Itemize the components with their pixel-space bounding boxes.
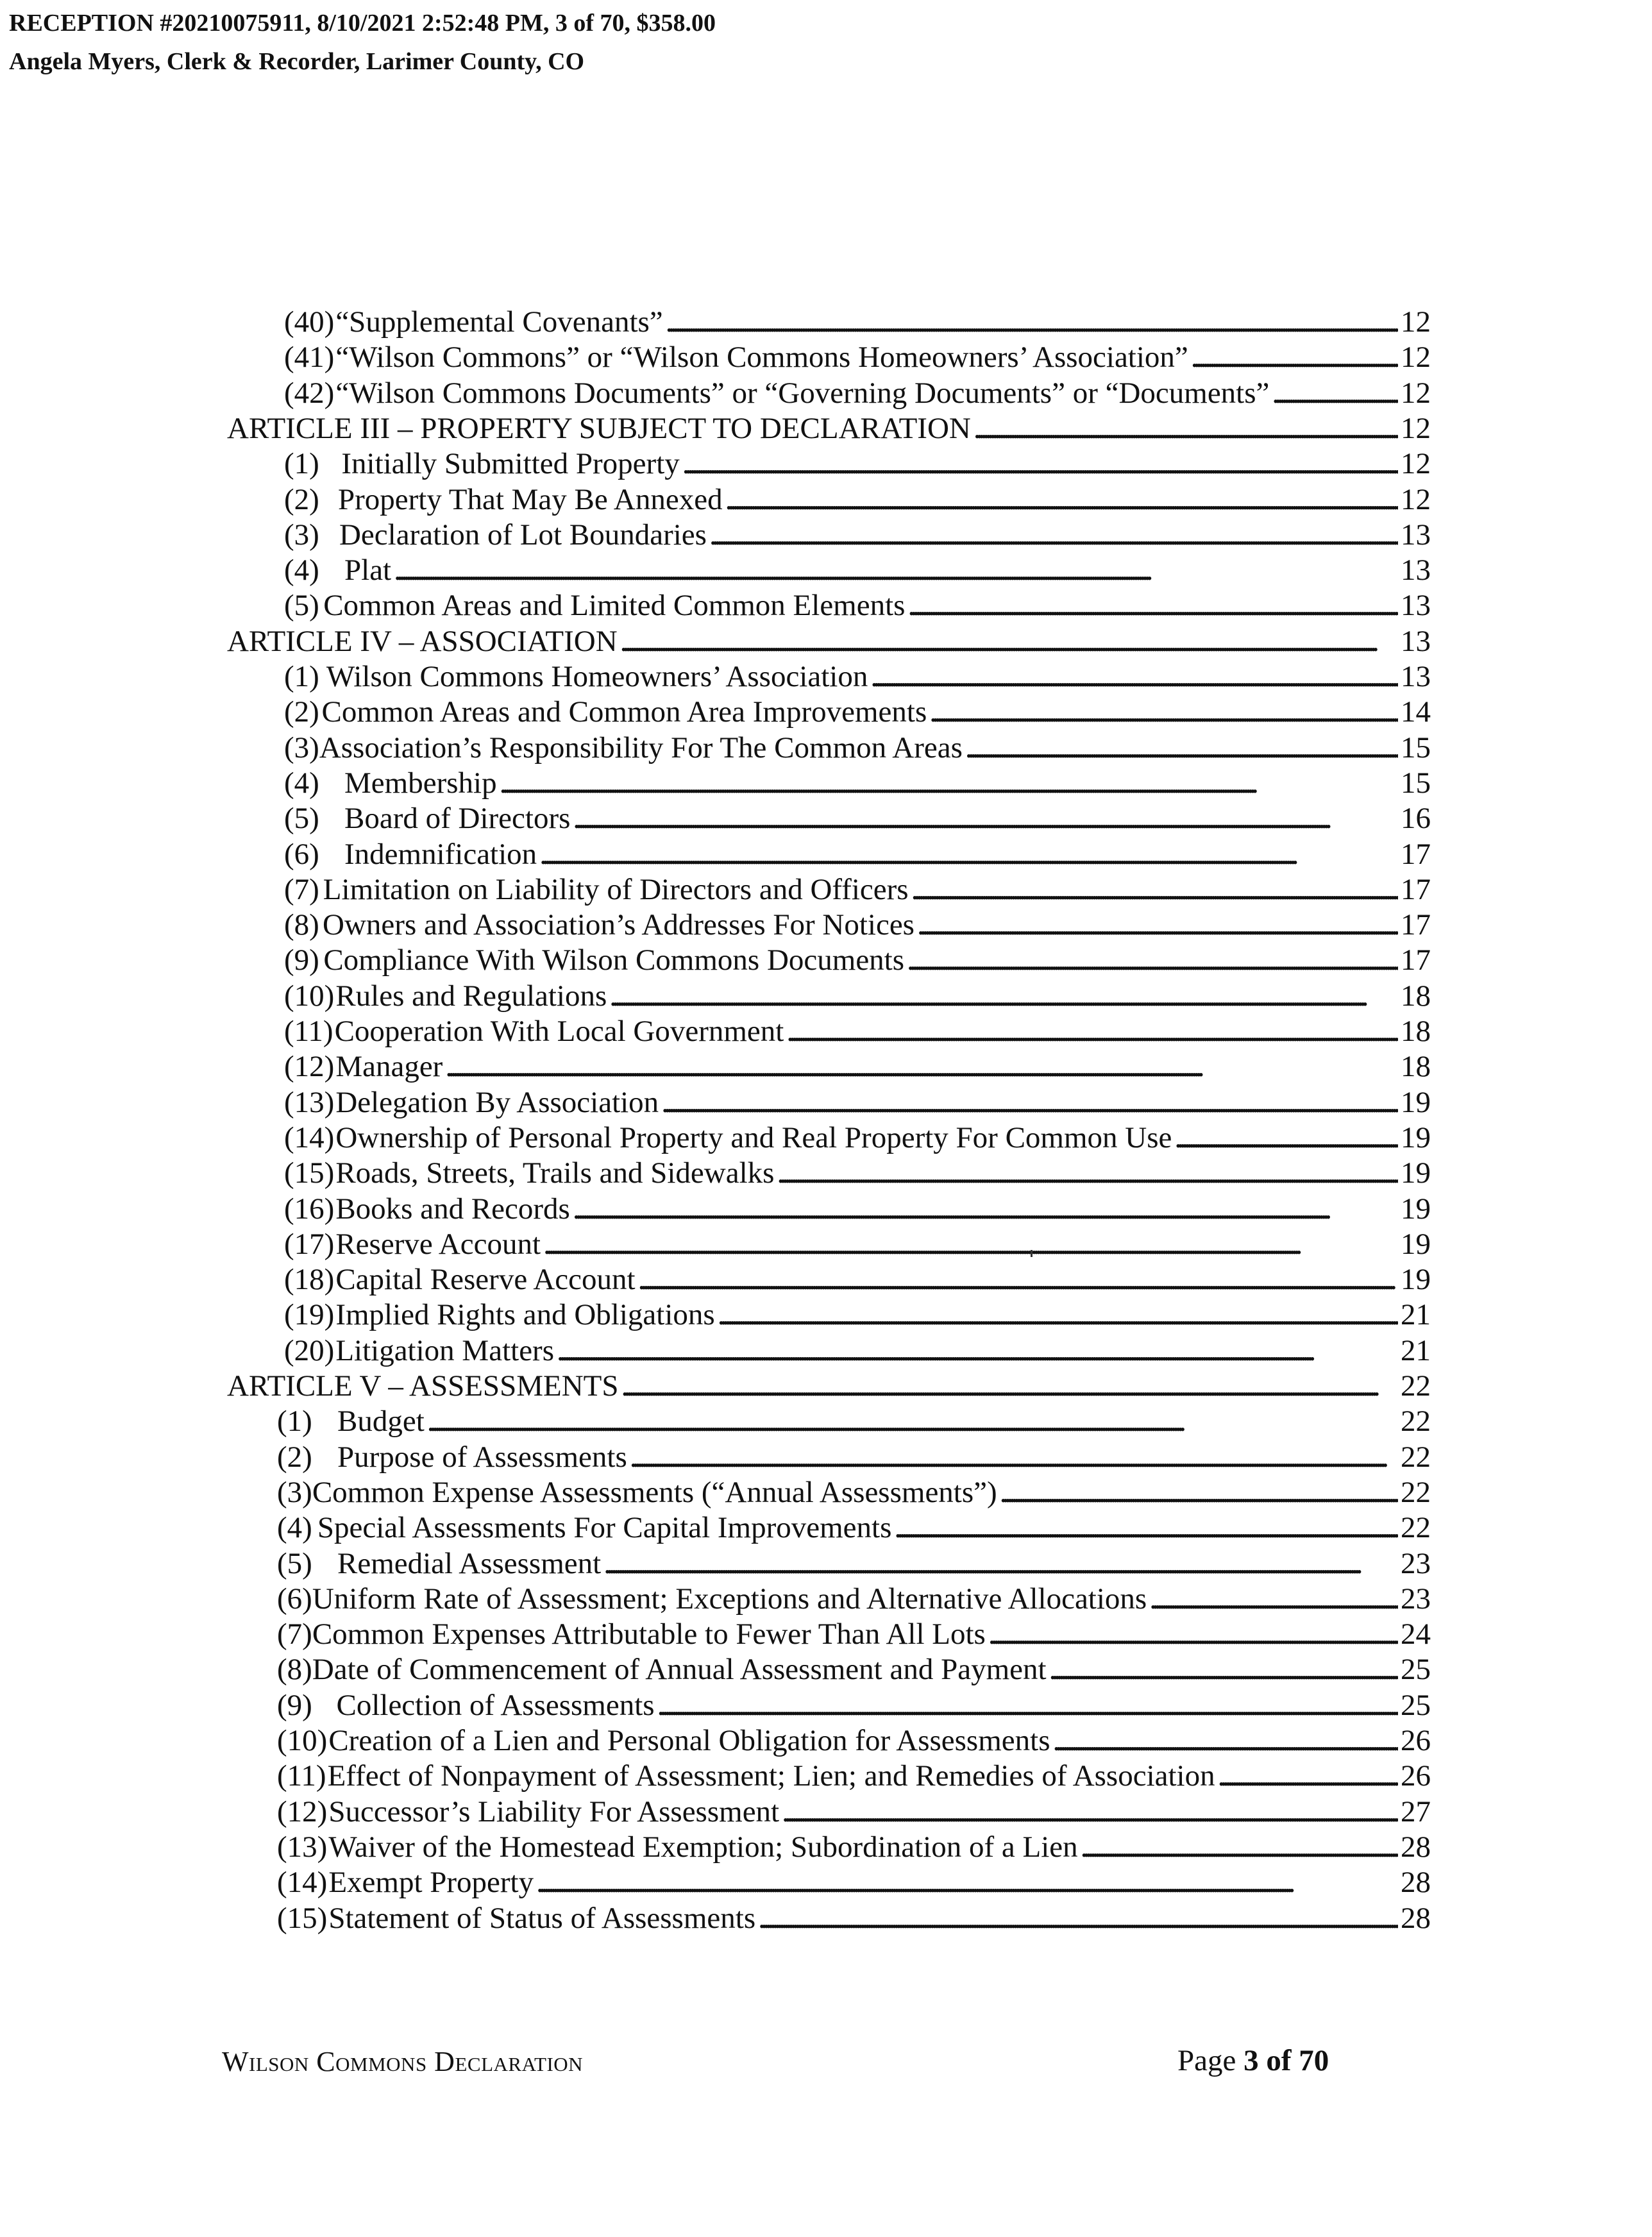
toc-entry-page: 26 xyxy=(1401,1759,1431,1793)
toc-entry-title: Membership xyxy=(344,766,497,800)
toc-entry-number: (7) xyxy=(277,1617,312,1651)
toc-entry-number: (2) xyxy=(284,695,319,729)
toc-entry-number: (13) xyxy=(284,1085,335,1119)
toc-entry-title: ARTICLE III – PROPERTY SUBJECT TO DECLARATION xyxy=(227,411,971,445)
toc-entry-number: (4) xyxy=(284,766,319,800)
recording-stamp xyxy=(9,4,716,81)
toc-entry-title: Implied Rights and Obligations xyxy=(335,1298,715,1332)
page-total: 70 xyxy=(1299,2044,1329,2077)
toc-entry-title: Manager xyxy=(335,1050,443,1084)
toc-entry-title: Books and Records xyxy=(335,1192,570,1226)
toc-entry-page: 22 xyxy=(1401,1475,1431,1509)
toc-entry-page: 25 xyxy=(1401,1653,1431,1687)
dot-leader xyxy=(543,1226,1398,1262)
dot-leader xyxy=(1000,1474,1398,1510)
toc-entry-number: (12) xyxy=(284,1050,335,1084)
dot-leader xyxy=(1149,1581,1398,1617)
toc-entry xyxy=(277,1616,1431,1652)
toc-entry-page: 18 xyxy=(1401,1050,1431,1084)
toc-entry-page: 26 xyxy=(1401,1724,1431,1757)
dot-leader xyxy=(573,800,1398,836)
toc-entry xyxy=(284,304,1431,340)
toc-entry-page: 19 xyxy=(1401,1192,1431,1226)
toc-entry-number: (12) xyxy=(277,1794,328,1828)
toc-entry-number: (11) xyxy=(277,1759,326,1793)
toc-entry-number: (17) xyxy=(284,1227,335,1261)
toc-entry xyxy=(284,730,1431,766)
toc-entry xyxy=(284,1297,1431,1333)
toc-entry xyxy=(277,1546,1431,1582)
toc-entry-title: ARTICLE V – ASSESSMENTS xyxy=(227,1369,619,1403)
toc-entry xyxy=(277,1581,1431,1617)
toc-entry xyxy=(284,659,1431,695)
toc-entry-title: Delegation By Association xyxy=(335,1085,659,1119)
toc-entry xyxy=(277,1687,1431,1723)
toc-entry-page: 19 xyxy=(1401,1085,1431,1119)
toc-entry-number: (14) xyxy=(284,1120,335,1154)
toc-entry-page: 13 xyxy=(1401,518,1431,552)
dot-leader xyxy=(907,587,1398,623)
dot-leader xyxy=(427,1403,1398,1439)
toc-entry-number: (9) xyxy=(284,943,319,977)
toc-entry-page: 14 xyxy=(1401,695,1431,729)
toc-entry xyxy=(277,1510,1431,1546)
toc-entry-page: 12 xyxy=(1401,482,1431,516)
toc-entry xyxy=(284,765,1431,801)
toc-entry-page: 28 xyxy=(1401,1901,1431,1935)
toc-article-heading xyxy=(227,1368,1431,1404)
toc-entry-number: (1) xyxy=(277,1405,312,1439)
toc-entry-page: 28 xyxy=(1401,1830,1431,1864)
toc-entry-page: 19 xyxy=(1401,1120,1431,1154)
toc-entry xyxy=(284,339,1431,375)
toc-entry-number: (15) xyxy=(284,1156,335,1190)
toc-entry-page: 24 xyxy=(1401,1617,1431,1651)
toc-entry-title: Rules and Regulations xyxy=(335,979,607,1013)
toc-entry-title: “Supplemental Covenants” xyxy=(335,305,663,339)
toc-entry-number: (14) xyxy=(277,1866,328,1900)
dot-leader xyxy=(988,1616,1398,1652)
toc-entry xyxy=(277,1758,1431,1794)
dot-leader xyxy=(786,1013,1398,1049)
toc-entry-title: Limitation on Liability of Directors and Officers xyxy=(323,872,909,906)
toc-entry-title: Indemnification xyxy=(344,837,537,871)
toc-entry-number: (19) xyxy=(284,1298,335,1332)
toc-entry-page: 12 xyxy=(1401,341,1431,375)
toc-entry-title: Litigation Matters xyxy=(335,1333,554,1367)
toc-entry-title: Uniform Rate of Assessment; Exceptions and Alternative Allocations xyxy=(312,1582,1147,1616)
toc-entry-page: 19 xyxy=(1401,1263,1431,1297)
dot-leader xyxy=(682,446,1398,482)
toc-entry xyxy=(277,1864,1431,1900)
toc-entry-page: 12 xyxy=(1401,447,1431,481)
dot-leader xyxy=(917,907,1398,943)
toc-entry-title: “Wilson Commons” or “Wilson Commons Homeowners’ Association” xyxy=(335,341,1188,375)
dot-leader xyxy=(1081,1829,1398,1865)
toc-entry-page: 17 xyxy=(1401,837,1431,871)
toc-entry-number: (41) xyxy=(284,341,335,375)
dot-leader xyxy=(1191,339,1398,375)
toc-entry xyxy=(284,552,1431,588)
dot-leader xyxy=(894,1510,1398,1546)
dot-leader xyxy=(657,1687,1398,1723)
toc-entry xyxy=(284,1120,1431,1156)
toc-entry-number: (6) xyxy=(277,1582,312,1616)
footer-document-title: Wilson Commons Declaration xyxy=(222,2046,584,2077)
dot-leader xyxy=(725,482,1398,518)
toc-entry-title: Common Areas and Limited Common Elements xyxy=(323,589,906,623)
toc-entry-page: 21 xyxy=(1401,1298,1431,1332)
toc-entry-number: (10) xyxy=(277,1724,328,1757)
toc-entry xyxy=(277,1403,1431,1439)
toc-entry-title: Roads, Streets, Trails and Sidewalks xyxy=(335,1156,775,1190)
toc-entry-title: Reserve Account xyxy=(335,1227,541,1261)
toc-entry-page: 19 xyxy=(1401,1156,1431,1190)
dot-leader xyxy=(1218,1758,1398,1794)
toc-entry-page: 16 xyxy=(1401,802,1431,836)
toc-entry-page: 23 xyxy=(1401,1582,1431,1616)
reception-line: RECEPTION #20210075911, 8/10/2021 2:52:48 PM, 3 of 70, $358.00 xyxy=(9,10,716,37)
toc-entry-title: Declaration of Lot Boundaries xyxy=(339,518,707,552)
toc-entry-page: 22 xyxy=(1401,1511,1431,1545)
toc-entry-page: 12 xyxy=(1401,305,1431,339)
toc-entry-title: Association’s Responsibility For The Common Areas xyxy=(319,730,963,764)
toc-entry-page: 25 xyxy=(1401,1688,1431,1722)
dot-leader xyxy=(666,304,1398,340)
toc-entry-title: Property That May Be Annexed xyxy=(338,482,723,516)
toc-entry-title: Wilson Commons Homeowners’ Association xyxy=(326,660,868,693)
toc-entry xyxy=(284,1333,1431,1369)
toc-entry-number: (5) xyxy=(284,802,319,836)
dot-leader xyxy=(609,978,1398,1014)
dot-leader xyxy=(911,872,1398,907)
toc-entry-number: (11) xyxy=(284,1015,333,1048)
toc-entry xyxy=(284,587,1431,623)
toc-entry-page: 28 xyxy=(1401,1866,1431,1900)
toc-entry-page: 27 xyxy=(1401,1794,1431,1828)
toc-entry-title: Owners and Association’s Addresses For Notices xyxy=(323,908,914,942)
toc-entry-page: 12 xyxy=(1401,411,1431,445)
toc-entry-page: 13 xyxy=(1401,589,1431,623)
toc-entry xyxy=(284,1049,1431,1085)
dot-leader xyxy=(965,730,1398,766)
toc-entry xyxy=(284,1262,1431,1297)
toc-article-heading xyxy=(227,410,1431,446)
toc-entry-number: (3) xyxy=(277,1475,312,1509)
toc-entry xyxy=(284,1085,1431,1120)
dot-leader xyxy=(638,1262,1398,1297)
dot-leader xyxy=(394,552,1398,588)
dot-leader xyxy=(870,659,1398,695)
toc-entry-title: Statement of Status of Assessments xyxy=(328,1901,756,1935)
dot-leader xyxy=(573,1191,1398,1227)
toc-entry-number: (16) xyxy=(284,1192,335,1226)
toc-entry-number: (4) xyxy=(277,1511,312,1545)
toc-entry xyxy=(277,1651,1431,1687)
toc-entry-number: (1) xyxy=(284,447,319,481)
toc-entry xyxy=(284,1155,1431,1191)
toc-entry-number: (6) xyxy=(284,837,319,871)
toc-entry-number: (9) xyxy=(277,1688,312,1722)
toc-entry xyxy=(277,1474,1431,1510)
toc-entry-title: ARTICLE IV – ASSOCIATION xyxy=(227,624,618,658)
toc-entry xyxy=(284,482,1431,518)
dot-leader xyxy=(718,1297,1398,1333)
page-current: 3 xyxy=(1243,2044,1259,2077)
toc-entry-page: 12 xyxy=(1401,376,1431,410)
dot-leader xyxy=(630,1439,1398,1475)
toc-entry xyxy=(284,1191,1431,1227)
toc-entry-number: (1) xyxy=(284,660,319,693)
toc-entry-title: Capital Reserve Account xyxy=(335,1263,636,1297)
dot-leader xyxy=(907,942,1398,978)
toc-entry-title: Collection of Assessments xyxy=(336,1688,655,1722)
dot-leader xyxy=(973,410,1398,446)
toc-entry xyxy=(284,1013,1431,1049)
toc-entry-page: 21 xyxy=(1401,1333,1431,1367)
toc-entry-page: 17 xyxy=(1401,872,1431,906)
dot-leader xyxy=(621,1368,1399,1404)
toc-entry-page: 18 xyxy=(1401,979,1431,1013)
toc-entry-page: 15 xyxy=(1401,730,1431,764)
toc-entry xyxy=(277,1439,1431,1475)
dot-leader xyxy=(1053,1723,1399,1759)
toc-entry-number: (18) xyxy=(284,1263,335,1297)
toc-entry-page: 13 xyxy=(1401,624,1431,658)
dot-leader xyxy=(603,1546,1398,1582)
toc-entry-number: (2) xyxy=(284,482,319,516)
toc-entry-page: 13 xyxy=(1401,660,1431,693)
toc-entry-number: (4) xyxy=(284,553,319,587)
dot-leader xyxy=(536,1864,1398,1900)
toc-entry-page: 18 xyxy=(1401,1015,1431,1048)
toc-entry-title: Remedial Assessment xyxy=(337,1546,602,1580)
dot-leader xyxy=(500,765,1398,801)
toc-entry-page: 13 xyxy=(1401,553,1431,587)
toc-entry-number: (10) xyxy=(284,979,335,1013)
toc-entry-number: (5) xyxy=(277,1546,312,1580)
toc-entry-title: Common Expense Assessments (“Annual Assessments”) xyxy=(312,1475,997,1509)
toc-entry xyxy=(284,800,1431,836)
toc-entry xyxy=(284,978,1431,1014)
toc-entry xyxy=(284,375,1431,411)
toc-entry-page: 19 xyxy=(1401,1227,1431,1261)
toc-entry-title: “Wilson Commons Documents” or “Governing Documents” or “Documents” xyxy=(335,376,1270,410)
page-word: Page xyxy=(1177,2044,1244,2077)
toc-entry-number: (2) xyxy=(277,1440,312,1474)
toc-entry-title: Purpose of Assessments xyxy=(337,1440,627,1474)
toc-article-heading xyxy=(227,623,1431,659)
dot-leader xyxy=(1272,375,1398,411)
toc-entry-title: Common Areas and Common Area Improvements xyxy=(321,695,927,729)
toc-entry-title: Initially Submitted Property xyxy=(341,447,680,481)
dot-leader xyxy=(620,623,1398,659)
toc-entry-number: (8) xyxy=(277,1653,312,1687)
toc-entry-page: 17 xyxy=(1401,943,1431,977)
toc-entry-number: (3) xyxy=(284,730,319,764)
toc-entry-number: (8) xyxy=(284,908,319,942)
dot-leader xyxy=(782,1794,1398,1830)
toc-entry xyxy=(277,1794,1431,1830)
toc-entry-title: Date of Commencement of Annual Assessment and Payment xyxy=(312,1653,1047,1687)
toc-entry-page: 22 xyxy=(1401,1440,1431,1474)
toc-entry-title: Effect of Nonpayment of Assessment; Lien; and Remedies of Association xyxy=(327,1759,1215,1793)
toc-entry-number: (42) xyxy=(284,376,335,410)
toc-entry-number: (13) xyxy=(277,1830,328,1864)
toc-entry-page: 22 xyxy=(1401,1405,1431,1439)
dot-leader xyxy=(539,836,1398,872)
toc-entry xyxy=(284,836,1431,872)
toc-entry-title: Special Assessments For Capital Improvements xyxy=(317,1511,892,1545)
dot-leader xyxy=(709,517,1398,553)
toc-entry-title: Ownership of Personal Property and Real Property For Common Use xyxy=(335,1120,1172,1154)
toc-entry-number: (15) xyxy=(277,1901,328,1935)
toc-entry-title: Plat xyxy=(344,553,392,587)
toc-entry-title: Cooperation With Local Government xyxy=(334,1015,784,1048)
dot-leader xyxy=(929,694,1398,730)
toc-entry xyxy=(284,517,1431,553)
toc-entry xyxy=(284,872,1431,907)
toc-entry-page: 17 xyxy=(1401,908,1431,942)
toc-entry xyxy=(277,1900,1431,1936)
toc-entry xyxy=(284,694,1431,730)
clerk-line: Angela Myers, Clerk & Recorder, Larimer County, CO xyxy=(9,48,585,75)
toc-entry-title: Waiver of the Homestead Exemption; Subordination of a Lien xyxy=(328,1830,1078,1864)
toc-entry-title: Board of Directors xyxy=(344,802,571,836)
toc-entry-title: Creation of a Lien and Personal Obligation for Assessments xyxy=(328,1724,1050,1757)
scan-artifact-mark xyxy=(1031,1250,1032,1257)
toc-entry xyxy=(284,446,1431,482)
toc-entry xyxy=(284,907,1431,943)
toc-entry-page: 23 xyxy=(1401,1546,1431,1580)
dot-leader xyxy=(777,1155,1398,1191)
toc-entry xyxy=(277,1723,1431,1759)
footer-page-number xyxy=(1177,2043,1329,2078)
toc-entry-number: (40) xyxy=(284,305,335,339)
toc-entry-number: (7) xyxy=(284,872,319,906)
toc-entry-title: Compliance With Wilson Commons Documents xyxy=(323,943,905,977)
toc-entry-number: (5) xyxy=(284,589,319,623)
toc-entry-title: Successor’s Liability For Assessment xyxy=(328,1794,780,1828)
toc-entry-title: Exempt Property xyxy=(328,1866,534,1900)
toc-entry xyxy=(284,942,1431,978)
toc-entry-title: Budget xyxy=(337,1405,425,1439)
dot-leader xyxy=(758,1900,1398,1936)
toc-entry-number: (3) xyxy=(284,518,319,552)
dot-leader xyxy=(1049,1651,1398,1687)
dot-leader xyxy=(445,1049,1398,1085)
toc-entry xyxy=(284,1226,1431,1262)
dot-leader xyxy=(1174,1120,1398,1156)
toc-entry-title: Common Expenses Attributable to Fewer Than All Lots xyxy=(312,1617,986,1651)
toc-entry-number: (20) xyxy=(284,1333,335,1367)
dot-leader xyxy=(557,1333,1398,1369)
toc-entry-page: 15 xyxy=(1401,766,1431,800)
dot-leader xyxy=(661,1085,1398,1120)
toc-entry xyxy=(277,1829,1431,1865)
page-of: of xyxy=(1258,2044,1299,2077)
toc-entry-page: 22 xyxy=(1401,1369,1431,1403)
